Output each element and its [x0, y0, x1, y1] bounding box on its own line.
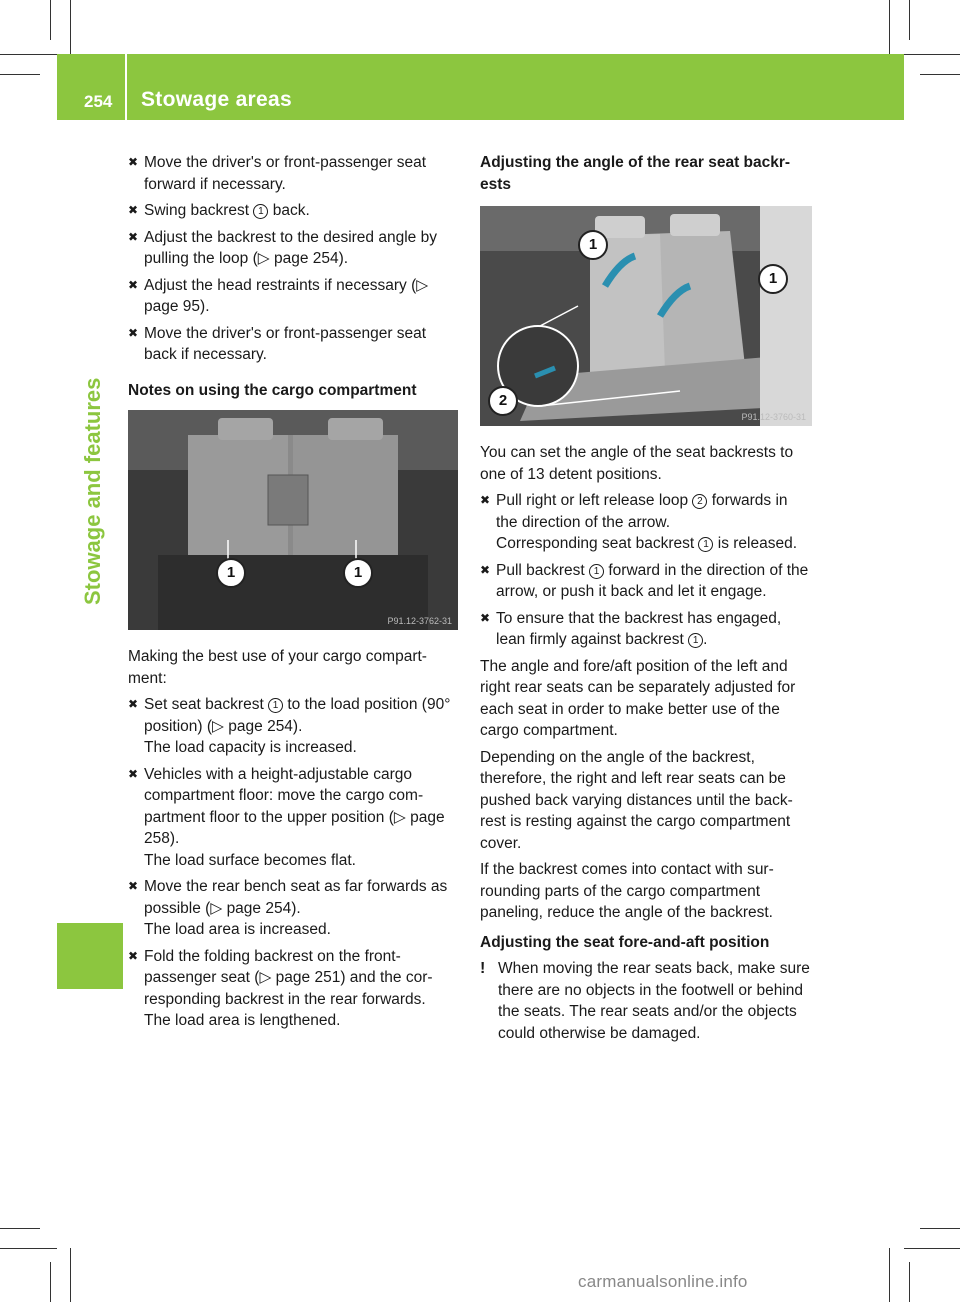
left-column-lower [128, 646, 462, 1032]
cargo-compartment-photo [128, 410, 458, 630]
instruction-step: ✖ To ensure that the backrest has engaged, lean firmly against backrest 1 . [480, 609, 782, 648]
page-number: 254 [84, 92, 113, 111]
step-arrow-icon: ✖ [128, 879, 139, 893]
paragraph: You can set the angle of the seat backrests to one of 13 detent positions. [480, 444, 794, 483]
right-column [480, 152, 812, 195]
section-title: Stowage areas [141, 88, 292, 111]
section-heading: Adjusting the angle of the rear seat backr- ests [480, 154, 791, 193]
rear-seat-illustration [480, 206, 812, 426]
watermark: carmanualsonline.info [578, 1272, 748, 1291]
step-arrow-icon: ✖ [128, 948, 139, 963]
step-arrow-icon: ✖ [128, 325, 139, 340]
rear-seat-photo [480, 206, 812, 426]
paragraph: Depending on the angle of the backrest, therefore, the right and left rear seats can be pushed back varying distances until the back- rest is resting against the cargo compartment cover. [480, 748, 793, 852]
left-column [128, 152, 462, 401]
crop-mark [909, 1262, 910, 1302]
instruction-step: ✖ Adjust the backrest to the desired angle by pulling the loop (▷ page 254). [128, 228, 437, 267]
step-arrow-icon: ✖ [128, 766, 139, 781]
step-arrow-icon: ✖ [128, 277, 139, 292]
photo-callout: 1 [216, 558, 246, 588]
callout-number: 1 [589, 564, 604, 579]
photo-callout: 1 [343, 558, 373, 588]
crop-mark [904, 54, 960, 55]
section-heading: Notes on using the cargo compartment [128, 381, 417, 399]
instruction-step: ✖ Fold the folding backrest on the front- passenger seat (▷ page 251) and the cor- responding backrest in the rear forwards. The load area is lengthened. [128, 947, 433, 1029]
section-heading: Adjusting the seat fore-and-aft position [480, 933, 770, 951]
crop-mark [50, 0, 51, 40]
instruction-step: ✖ Move the driver's or front-passenger seat back if necessary. [128, 324, 427, 363]
photo-callout: 2 [488, 386, 518, 416]
callout-number: 2 [692, 494, 707, 509]
crop-mark [0, 54, 57, 55]
step-arrow-icon: ✖ [480, 493, 491, 507]
paragraph: If the backrest comes into contact with sur- rounding parts of the cargo compartment paneling, reduce the angle of the backrest. [480, 861, 774, 921]
crop-mark [909, 0, 910, 40]
callout-number: 1 [268, 698, 283, 713]
photo-credit: P91.12-3760-31 [741, 412, 806, 422]
warning-note: ! When moving the rear seats back, make sure there are no objects in the footwell or behind the seats. The rear seats and/or the objects could otherwise be damaged. [480, 960, 810, 1042]
cargo-illustration [128, 410, 458, 630]
instruction-step: ✖ Pull right or left release loop 2 forwards in the direction of the arrow. Corresponding seat backrest 1 is released. [480, 492, 798, 552]
instruction-step: ✖ Move the driver's or front-passenger seat forward if necessary. [128, 154, 427, 193]
callout-number: 1 [698, 537, 713, 552]
crop-mark [0, 74, 40, 75]
step-arrow-icon: ✖ [128, 697, 139, 711]
warning-icon: ! [480, 960, 486, 977]
photo-credit: P91.12-3762-31 [387, 616, 452, 626]
step-arrow-icon: ✖ [128, 229, 139, 244]
instruction-step: ✖ Move the rear bench seat as far forwards as possible (▷ page 254). The load area is increased. [128, 878, 448, 938]
crop-mark [920, 74, 960, 75]
instruction-step: ✖ Vehicles with a height-adjustable cargo compartment floor: move the cargo com- partment floor to the upper position (▷ page 258). The load surface becomes flat. [128, 765, 445, 869]
crop-mark [889, 0, 890, 54]
crop-mark [50, 1262, 51, 1302]
callout-number: 1 [253, 204, 268, 219]
photo-callout: 1 [578, 230, 608, 260]
instruction-step: ✖ Swing backrest 1 back. [128, 200, 462, 222]
instruction-step: ✖ Adjust the head restraints if necessary (▷ page 95). [128, 276, 429, 315]
step-arrow-icon: ✖ [480, 562, 491, 577]
paragraph: The angle and fore/aft position of the left and right rear seats can be separately adjusted for each seat in order to make better use of the cargo compartment. [480, 657, 796, 739]
crop-mark [0, 1228, 40, 1229]
crop-mark [920, 1228, 960, 1229]
crop-mark [0, 1248, 57, 1249]
right-column-lower [480, 442, 812, 1044]
instruction-step: ✖ Pull backrest 1 forward in the direction of the arrow, or push it back and let it engage. [480, 561, 809, 600]
crop-mark [904, 1248, 960, 1249]
side-section-title: Stowage and features [80, 377, 105, 605]
paragraph: Making the best use of your cargo compart- ment: [128, 648, 427, 687]
step-arrow-icon: ✖ [128, 155, 139, 169]
step-arrow-icon: ✖ [128, 203, 139, 217]
instruction-step: ✖ Set seat backrest 1 to the load position (90° position) (▷ page 254). The load capacity is increased. [128, 696, 451, 756]
crop-mark [70, 1248, 71, 1302]
side-marker [57, 923, 123, 989]
header-divider [125, 54, 127, 120]
callout-number: 1 [688, 633, 703, 648]
step-arrow-icon: ✖ [480, 610, 491, 625]
crop-mark [70, 0, 71, 54]
crop-mark [889, 1248, 890, 1302]
photo-callout: 1 [758, 264, 788, 294]
